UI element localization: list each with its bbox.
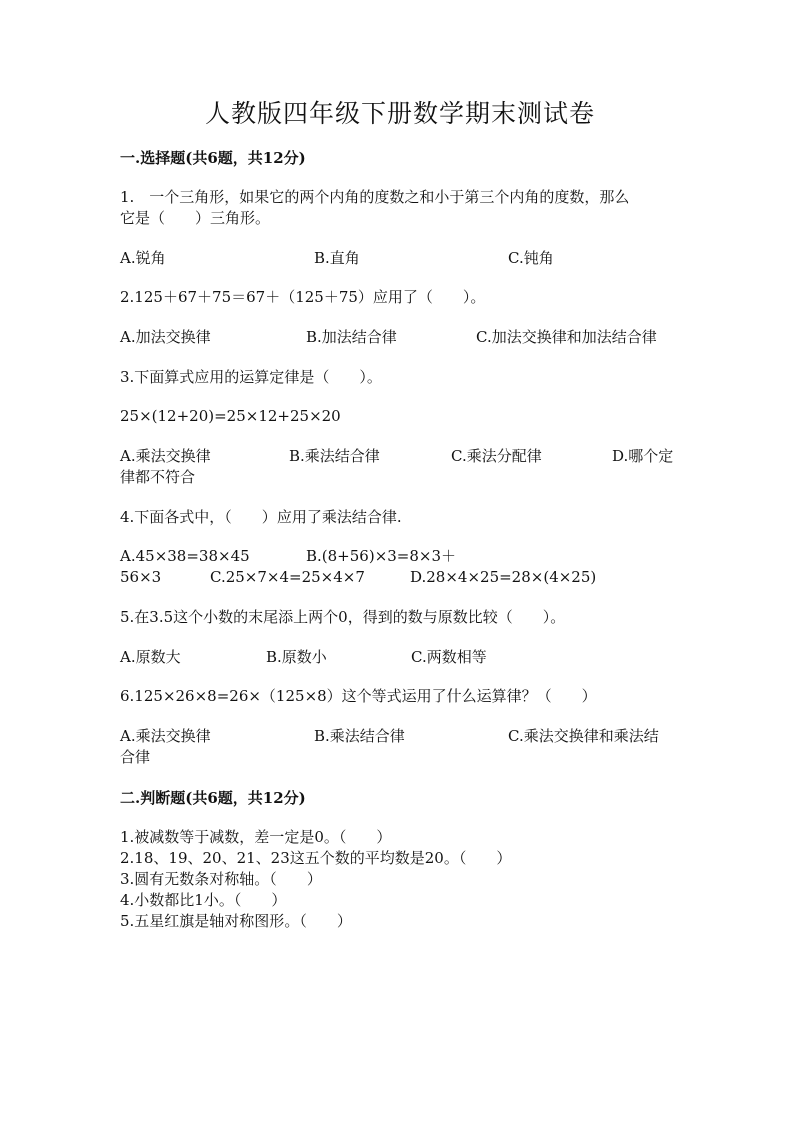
section-heading-choice: 一.选择题(共6题，共12分): [120, 149, 306, 167]
question-3-option-d-wrap: 律都不符合: [120, 468, 196, 486]
question-3-option-c: C.乘法分配律: [451, 447, 542, 465]
question-1-line-1: 1. 一个三角形，如果它的两个内角的度数之和小于第三个内角的度数，那么: [120, 188, 630, 206]
question-4-option-b-wrap: 56×3: [120, 568, 162, 586]
question-6-option-c: C.乘法交换律和乘法结: [508, 727, 659, 745]
question-1-option-b: B.直角: [314, 249, 360, 267]
question-6-line-1: 6.125×26×8=26×（125×8）这个等式运用了什么运算律？（ ）: [120, 687, 597, 705]
question-6-option-b: B.乘法结合律: [314, 727, 405, 745]
question-5-option-a: A.原数大: [120, 648, 181, 666]
question-2-option-c: C.加法交换律和加法结合律: [476, 328, 657, 346]
question-3-line-2: 25×(12+20)=25×12+25×20: [120, 407, 341, 425]
question-5-line-1: 5.在3.5这个小数的末尾添上两个0，得到的数与原数比较（ ）。: [120, 608, 566, 626]
question-4-option-c: C.25×7×4=25×4×7: [210, 568, 365, 586]
judgement-item-1: 1.被减数等于减数，差一定是0。（ ）: [120, 828, 392, 846]
question-1-line-2: 它是（ ）三角形。: [120, 209, 271, 227]
question-1-option-c: C.钝角: [508, 249, 554, 267]
question-5-option-b: B.原数小: [266, 648, 327, 666]
question-5-option-c: C.两数相等: [411, 648, 487, 666]
question-4-option-a: A.45×38=38×45: [120, 547, 250, 565]
question-2-line-1: 2.125＋67＋75＝67＋（125＋75）应用了（ ）。: [120, 288, 486, 306]
question-4-option-b: B.(8+56)×3=8×3＋: [306, 547, 457, 565]
question-6-option-a: A.乘法交换律: [120, 727, 211, 745]
page-title: 人教版四年级下册数学期末测试卷: [204, 99, 595, 128]
question-2-option-a: A.加法交换律: [120, 328, 211, 346]
judgement-item-3: 3.圆有无数条对称轴。（ ）: [120, 870, 322, 888]
question-6-option-c-wrap: 合律: [120, 748, 151, 766]
question-2-option-b: B.加法结合律: [306, 328, 397, 346]
question-1-option-a: A.锐角: [120, 249, 166, 267]
question-3-option-d: D.哪个定: [612, 447, 674, 465]
question-4-line-1: 4.下面各式中，（ ）应用了乘法结合律.: [120, 508, 402, 526]
question-3-line-1: 3.下面算式应用的运算定律是（ ）。: [120, 368, 382, 386]
judgement-item-2: 2.18、19、20、21、23这五个数的平均数是20。（ ）: [120, 849, 512, 867]
question-3-option-a: A.乘法交换律: [120, 447, 211, 465]
judgement-item-5: 5.五星红旗是轴对称图形。（ ）: [120, 912, 352, 930]
judgement-item-4: 4.小数都比1小。（ ）: [120, 891, 287, 909]
question-4-option-d: D.28×4×25=28×(4×25): [410, 568, 597, 586]
section-heading-judgement: 二.判断题(共6题，共12分): [120, 789, 306, 807]
question-3-option-b: B.乘法结合律: [289, 447, 380, 465]
